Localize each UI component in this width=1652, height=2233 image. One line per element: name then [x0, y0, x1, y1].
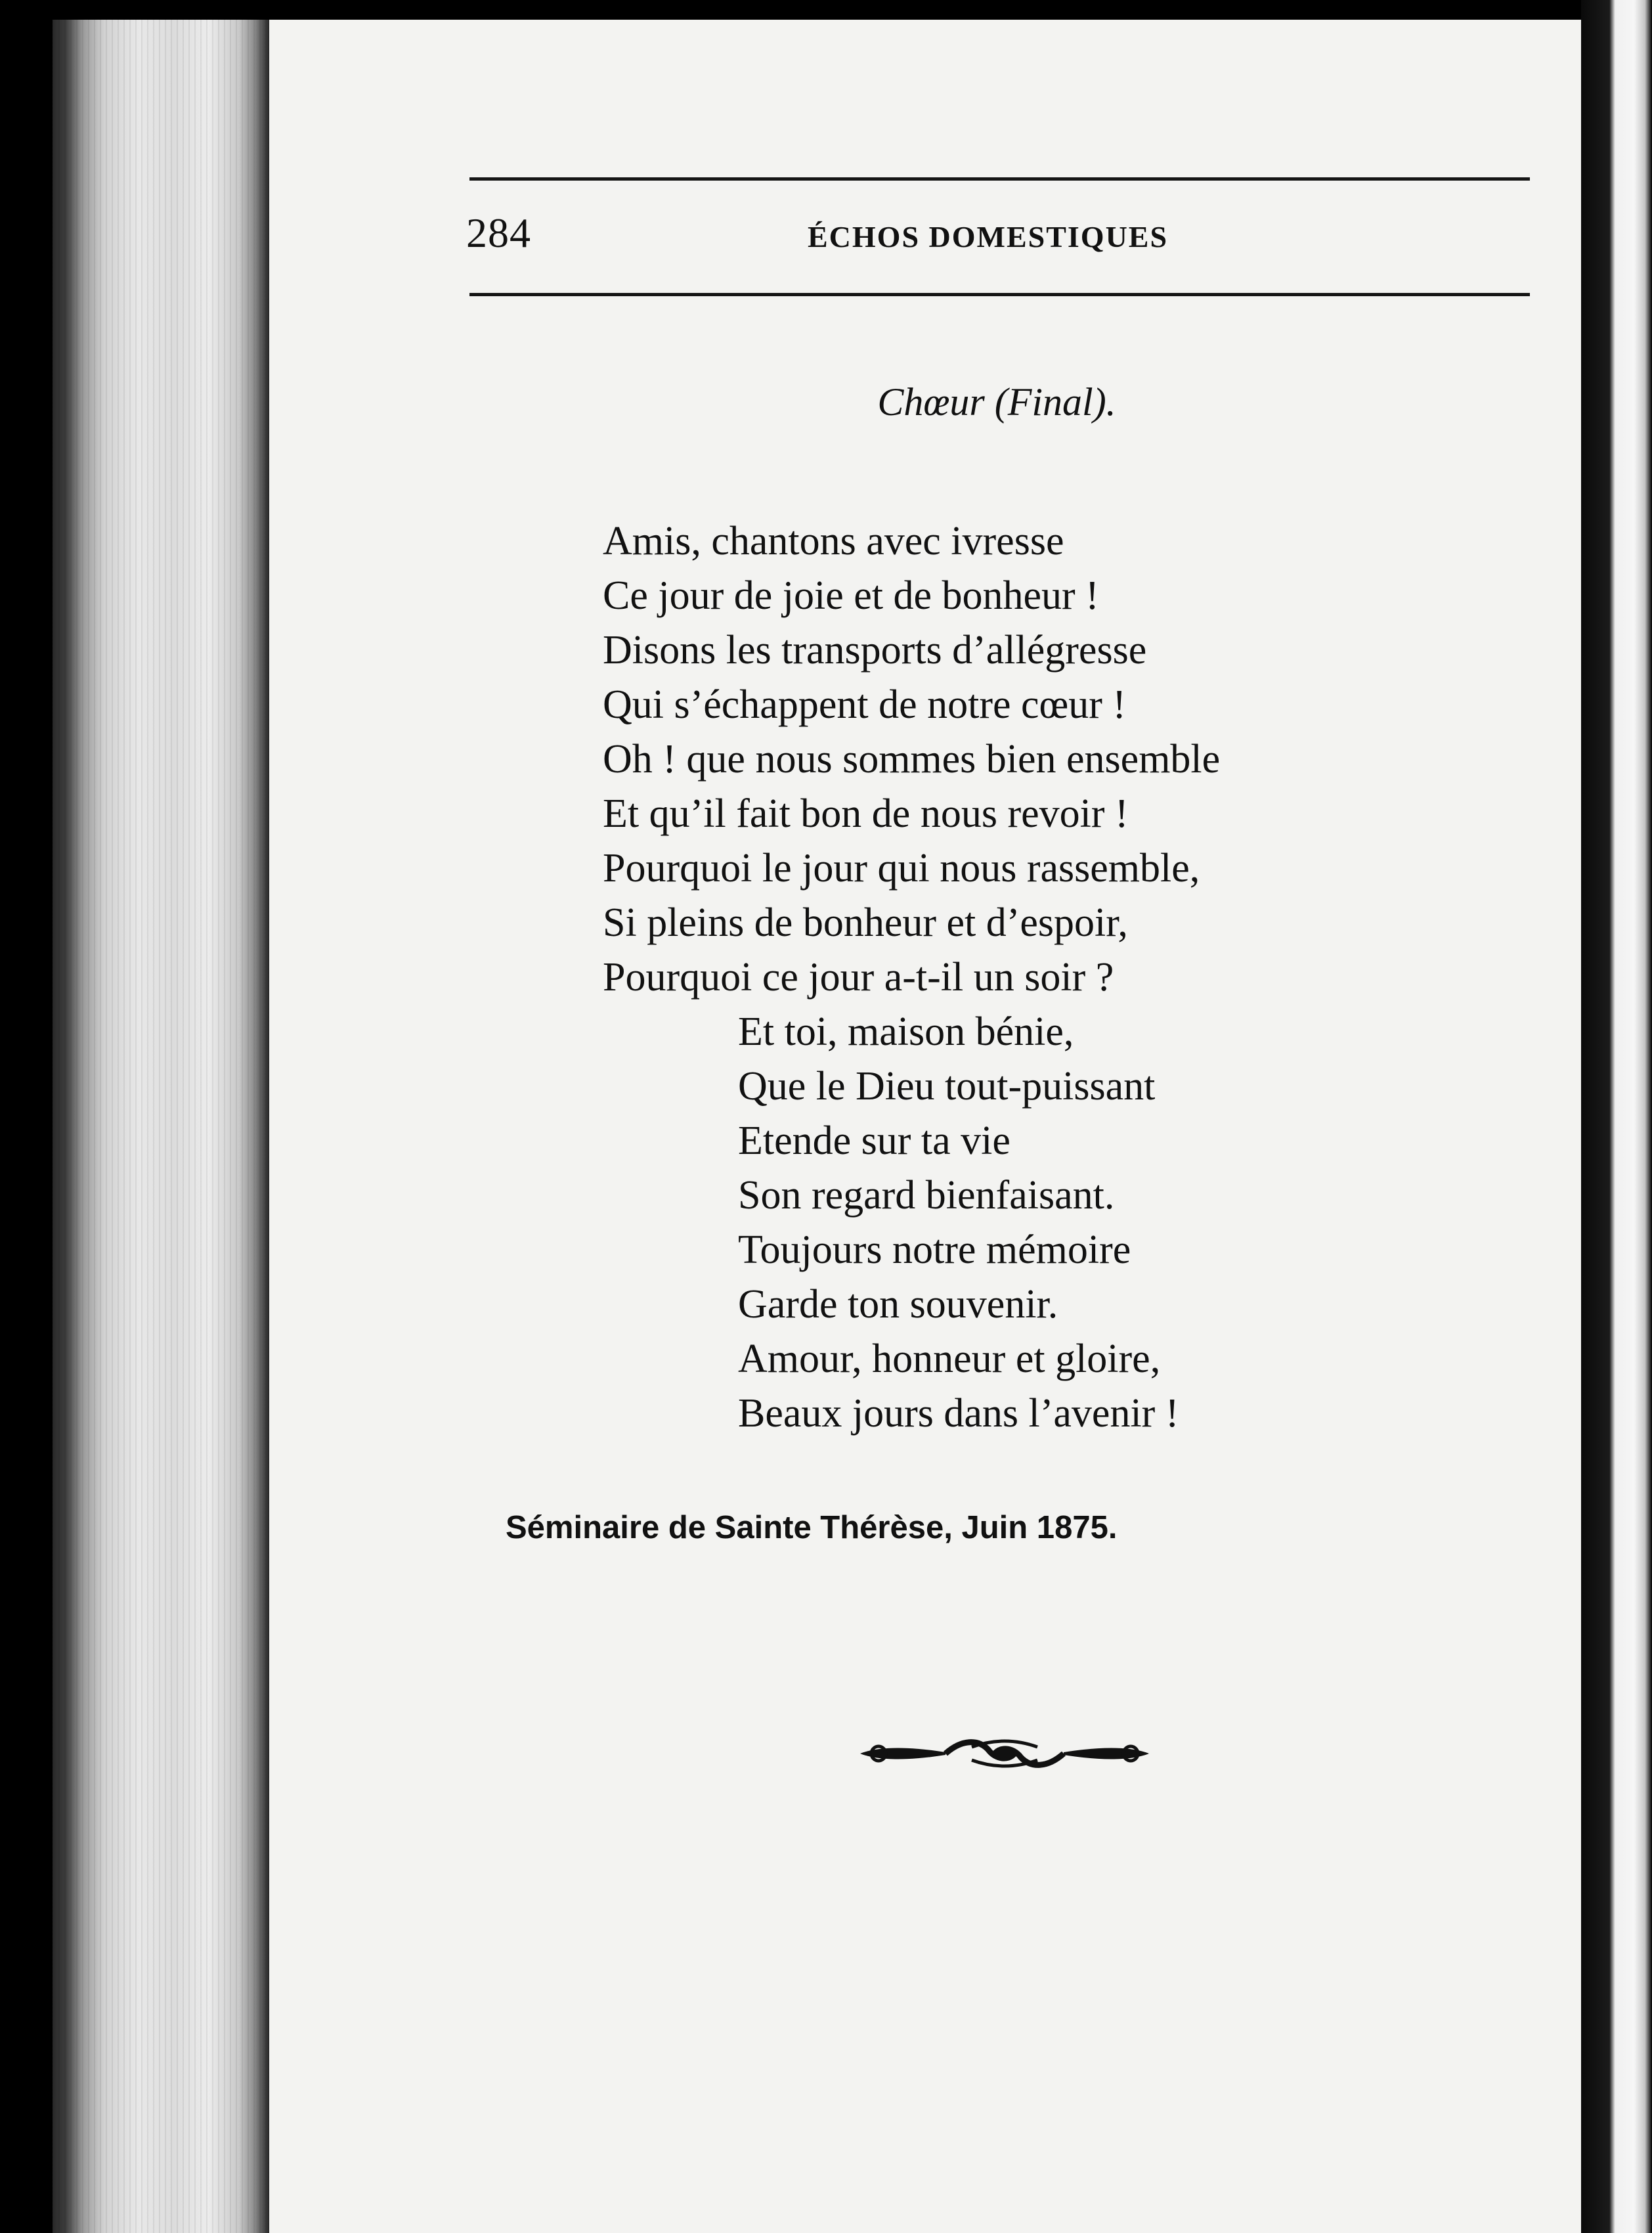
- signature-dateline: Séminaire de Sainte Thérèse, Juin 1875.: [506, 1510, 1118, 1545]
- header-rule-bottom: [469, 293, 1530, 296]
- poem-stanza-2: [738, 1005, 1179, 1441]
- poem-line: Beaux jours dans l’avenir !: [738, 1391, 1179, 1436]
- poem-line: Garde ton souvenir.: [738, 1282, 1058, 1327]
- poem-line: Amour, honneur et gloire,: [738, 1337, 1161, 1381]
- poem-line: Qui s’échappent de notre cœur !: [603, 682, 1127, 727]
- poem-line: Son regard bienfaisant.: [738, 1173, 1115, 1218]
- poem-line: Disons les transports d’allégresse: [603, 628, 1147, 673]
- poem-line: Et qu’il fait bon de nous revoir !: [603, 791, 1129, 836]
- book-page-edges: [53, 20, 269, 2233]
- poem-line: Oh ! que nous sommes bien ensemble: [603, 737, 1221, 782]
- facing-page-edge: [1581, 0, 1652, 2233]
- poem-stanza-1: [603, 514, 1220, 1005]
- poem-line: Si pleins de bonheur et d’espoir,: [603, 900, 1128, 945]
- poem-line: Etende sur ta vie: [738, 1118, 1011, 1163]
- poem-line: Pourquoi ce jour a-t-il un soir ?: [603, 955, 1114, 1000]
- header-rule-top: [469, 177, 1530, 181]
- poem-line: Toujours notre mémoire: [738, 1227, 1131, 1272]
- poem-line: Ce jour de joie et de bonheur !: [603, 573, 1099, 618]
- poem-line: Amis, chantons avec ivresse: [603, 519, 1064, 564]
- tailpiece-ornament-icon: [854, 1733, 1156, 1775]
- page-number: 284: [466, 210, 531, 256]
- running-head: ÉCHOS DOMESTIQUES: [808, 220, 1169, 254]
- section-title: Chœur (Final).: [877, 380, 1116, 424]
- poem-line: Que le Dieu tout-puissant: [738, 1064, 1156, 1109]
- poem-line: Pourquoi le jour qui nous rassemble,: [603, 846, 1200, 891]
- poem-line: Et toi, maison bénie,: [738, 1009, 1074, 1054]
